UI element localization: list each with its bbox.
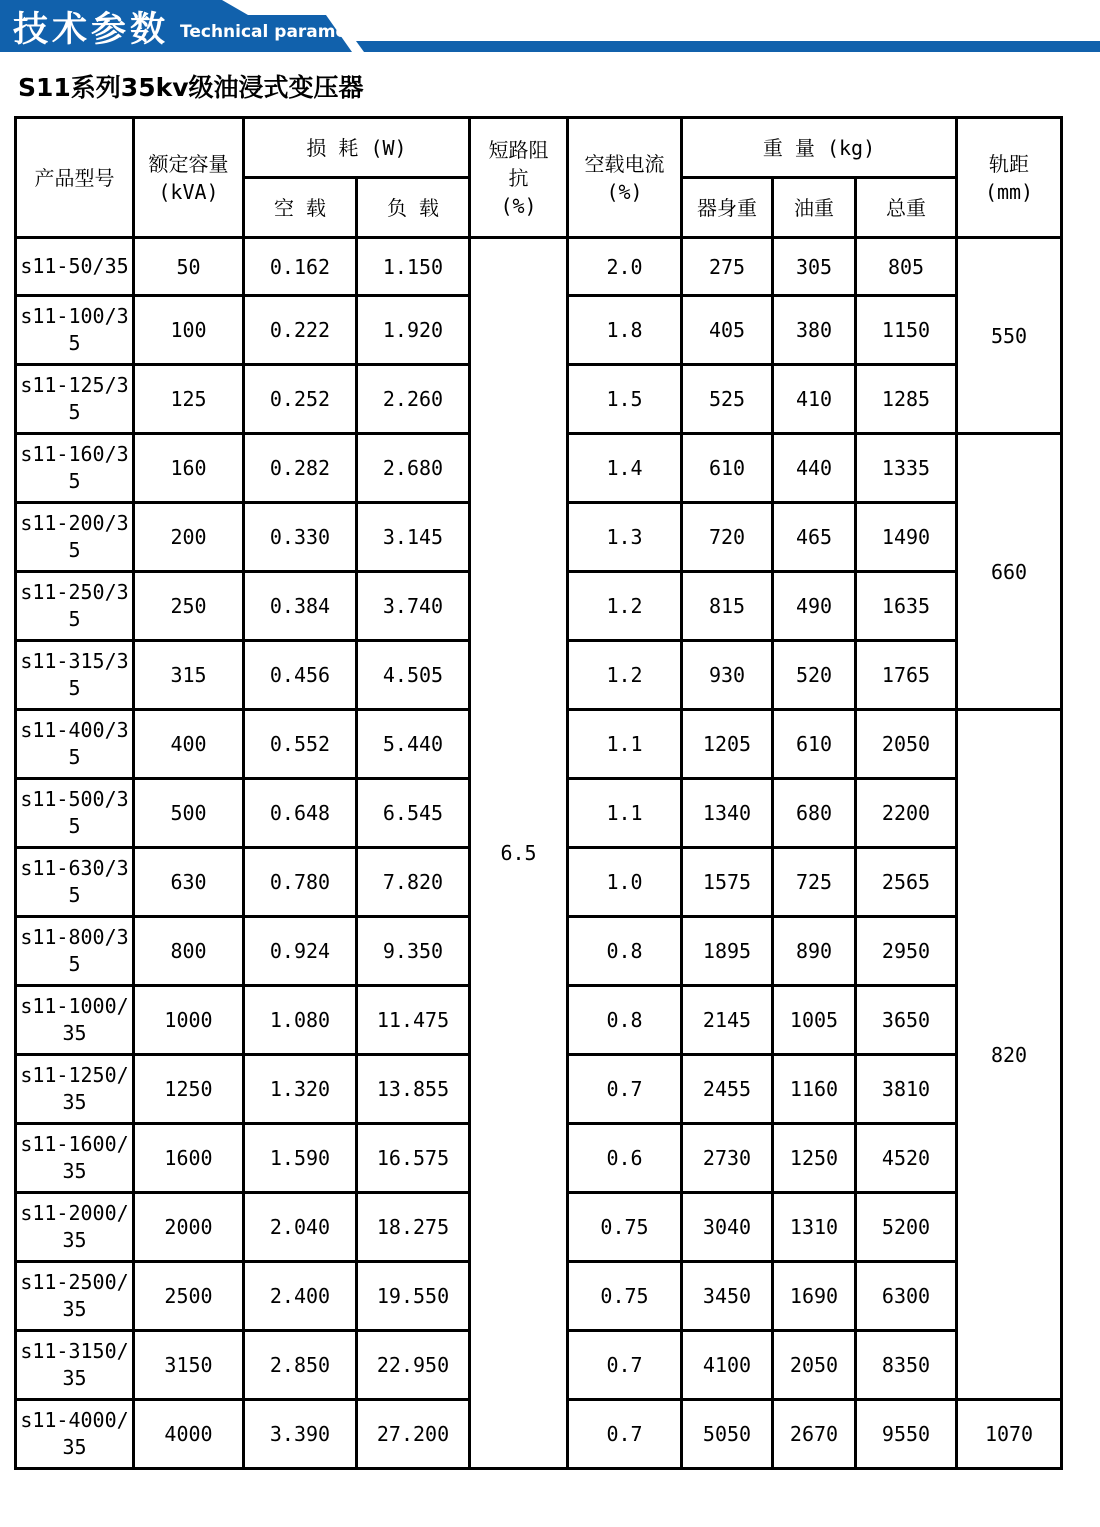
cell-total-weight: 5200: [856, 1193, 957, 1262]
cell-on-load-loss: 16.575: [357, 1124, 470, 1193]
cell-no-load-loss: 0.648: [244, 779, 357, 848]
cell-body-weight: 3450: [682, 1262, 773, 1331]
banner-title-cn: 技术参数: [13, 10, 170, 50]
cell-total-weight: 805: [856, 238, 957, 296]
cell-model: s11-3150/35: [16, 1331, 134, 1400]
cell-capacity: 1600: [134, 1124, 244, 1193]
cell-oil-weight: 610: [773, 710, 856, 779]
cell-current: 0.7: [568, 1055, 682, 1124]
cell-current: 0.75: [568, 1193, 682, 1262]
cell-model: s11-4000/35: [16, 1400, 134, 1469]
cell-current: 1.2: [568, 572, 682, 641]
cell-body-weight: 1895: [682, 917, 773, 986]
cell-current: 1.2: [568, 641, 682, 710]
header-product-model: 产品型号: [16, 118, 134, 238]
cell-capacity: 400: [134, 710, 244, 779]
header-gauge: [957, 118, 1062, 238]
cell-oil-weight: 490: [773, 572, 856, 641]
cell-no-load-loss: 0.456: [244, 641, 357, 710]
header-impedance-line3: (%): [500, 193, 537, 218]
cell-no-load-loss: 0.780: [244, 848, 357, 917]
cell-total-weight: 1150: [856, 296, 957, 365]
cell-total-weight: 1285: [856, 365, 957, 434]
cell-capacity: 1250: [134, 1055, 244, 1124]
cell-total-weight: 3810: [856, 1055, 957, 1124]
cell-on-load-loss: 2.680: [357, 434, 470, 503]
cell-capacity: 2000: [134, 1193, 244, 1262]
cell-on-load-loss: 27.200: [357, 1400, 470, 1469]
cell-model: s11-800/35: [16, 917, 134, 986]
cell-body-weight: 2145: [682, 986, 773, 1055]
cell-total-weight: 4520: [856, 1124, 957, 1193]
table-row: [16, 238, 1062, 296]
cell-model: s11-250/35: [16, 572, 134, 641]
cell-current: 2.0: [568, 238, 682, 296]
cell-on-load-loss: 22.950: [357, 1331, 470, 1400]
banner-title-en: Technical parameter: [180, 22, 376, 42]
cell-on-load-loss: 1.920: [357, 296, 470, 365]
cell-capacity: 200: [134, 503, 244, 572]
header-weight-oil: 油重: [773, 178, 856, 238]
cell-capacity: 50: [134, 238, 244, 296]
cell-no-load-loss: 0.330: [244, 503, 357, 572]
cell-capacity: 315: [134, 641, 244, 710]
cell-no-load-loss: 0.162: [244, 238, 357, 296]
cell-no-load-loss: 2.040: [244, 1193, 357, 1262]
cell-total-weight: 6300: [856, 1262, 957, 1331]
cell-model: s11-1250/35: [16, 1055, 134, 1124]
cell-oil-weight: 1310: [773, 1193, 856, 1262]
cell-on-load-loss: 6.545: [357, 779, 470, 848]
cell-on-load-loss: 18.275: [357, 1193, 470, 1262]
cell-body-weight: 405: [682, 296, 773, 365]
table-body: [16, 238, 1062, 1469]
cell-model: s11-1600/35: [16, 1124, 134, 1193]
cell-model: s11-1000/35: [16, 986, 134, 1055]
cell-total-weight: 2950: [856, 917, 957, 986]
banner-ribbon-strip: [356, 41, 1100, 52]
header-weight-total: 总重: [856, 178, 957, 238]
header-no-load-current: [568, 118, 682, 238]
cell-total-weight: 2565: [856, 848, 957, 917]
cell-on-load-loss: 1.150: [357, 238, 470, 296]
cell-gauge: 1070: [957, 1400, 1062, 1469]
header-gauge-line2: (mm): [984, 179, 1034, 204]
cell-no-load-loss: 0.282: [244, 434, 357, 503]
cell-on-load-loss: 3.740: [357, 572, 470, 641]
cell-on-load-loss: 19.550: [357, 1262, 470, 1331]
cell-body-weight: 3040: [682, 1193, 773, 1262]
cell-no-load-loss: 1.320: [244, 1055, 357, 1124]
cell-total-weight: 3650: [856, 986, 957, 1055]
cell-no-load-loss: 0.252: [244, 365, 357, 434]
header-impedance-line2: 抗: [508, 165, 529, 190]
cell-no-load-loss: 0.924: [244, 917, 357, 986]
cell-model: s11-500/35: [16, 779, 134, 848]
cell-total-weight: 8350: [856, 1331, 957, 1400]
cell-capacity: 250: [134, 572, 244, 641]
header-impedance: [470, 118, 568, 238]
cell-on-load-loss: 9.350: [357, 917, 470, 986]
cell-on-load-loss: 11.475: [357, 986, 470, 1055]
cell-oil-weight: 305: [773, 238, 856, 296]
cell-current: 1.3: [568, 503, 682, 572]
cell-gauge: 820: [957, 710, 1062, 1400]
cell-capacity: 630: [134, 848, 244, 917]
cell-model: s11-2500/35: [16, 1262, 134, 1331]
cell-total-weight: 2200: [856, 779, 957, 848]
cell-gauge: 550: [957, 238, 1062, 434]
cell-model: s11-400/35: [16, 710, 134, 779]
cell-oil-weight: 680: [773, 779, 856, 848]
cell-gauge: 660: [957, 434, 1062, 710]
cell-on-load-loss: 2.260: [357, 365, 470, 434]
cell-oil-weight: 2670: [773, 1400, 856, 1469]
cell-no-load-loss: 0.222: [244, 296, 357, 365]
cell-model: s11-200/35: [16, 503, 134, 572]
cell-current: 0.8: [568, 917, 682, 986]
header-loss-on-load: 负 载: [357, 178, 470, 238]
cell-body-weight: 1575: [682, 848, 773, 917]
cell-capacity: 3150: [134, 1331, 244, 1400]
header-weight: 重 量 (kg): [682, 118, 957, 178]
cell-body-weight: 2730: [682, 1124, 773, 1193]
cell-oil-weight: 380: [773, 296, 856, 365]
cell-on-load-loss: 13.855: [357, 1055, 470, 1124]
cell-model: s11-100/35: [16, 296, 134, 365]
cell-total-weight: 1765: [856, 641, 957, 710]
cell-total-weight: 2050: [856, 710, 957, 779]
cell-oil-weight: 1005: [773, 986, 856, 1055]
table-header: [16, 118, 1062, 238]
cell-body-weight: 610: [682, 434, 773, 503]
header-no-load-current-line1: 空载电流: [584, 151, 665, 176]
cell-body-weight: 525: [682, 365, 773, 434]
cell-body-weight: 720: [682, 503, 773, 572]
cell-current: 0.7: [568, 1331, 682, 1400]
spec-table: [14, 116, 1063, 1470]
cell-current: 0.6: [568, 1124, 682, 1193]
header-rated-capacity-line1: 额定容量: [148, 151, 229, 176]
section-title: S11系列35kv级油浸式变压器: [18, 73, 364, 102]
cell-oil-weight: 440: [773, 434, 856, 503]
cell-model: s11-2000/35: [16, 1193, 134, 1262]
cell-current: 1.4: [568, 434, 682, 503]
cell-current: 1.1: [568, 710, 682, 779]
cell-impedance: 6.5: [470, 238, 568, 1469]
header-no-load-current-line2: (%): [606, 179, 643, 204]
cell-capacity: 125: [134, 365, 244, 434]
cell-oil-weight: 2050: [773, 1331, 856, 1400]
cell-no-load-loss: 1.590: [244, 1124, 357, 1193]
cell-no-load-loss: 1.080: [244, 986, 357, 1055]
cell-capacity: 4000: [134, 1400, 244, 1469]
cell-current: 0.75: [568, 1262, 682, 1331]
cell-body-weight: 1205: [682, 710, 773, 779]
cell-capacity: 800: [134, 917, 244, 986]
cell-total-weight: 1335: [856, 434, 957, 503]
cell-oil-weight: 410: [773, 365, 856, 434]
cell-capacity: 500: [134, 779, 244, 848]
cell-current: 1.5: [568, 365, 682, 434]
cell-on-load-loss: 5.440: [357, 710, 470, 779]
header-rated-capacity-line2: (kVA): [158, 179, 219, 204]
cell-body-weight: 4100: [682, 1331, 773, 1400]
cell-total-weight: 9550: [856, 1400, 957, 1469]
cell-capacity: 160: [134, 434, 244, 503]
header-banner: [0, 0, 1100, 52]
cell-body-weight: 930: [682, 641, 773, 710]
cell-body-weight: 1340: [682, 779, 773, 848]
cell-oil-weight: 1250: [773, 1124, 856, 1193]
header-row-1: [16, 118, 1062, 178]
cell-on-load-loss: 3.145: [357, 503, 470, 572]
cell-model: s11-125/35: [16, 365, 134, 434]
cell-body-weight: 815: [682, 572, 773, 641]
cell-body-weight: 2455: [682, 1055, 773, 1124]
cell-oil-weight: 890: [773, 917, 856, 986]
cell-no-load-loss: 3.390: [244, 1400, 357, 1469]
header-loss-no-load: 空 载: [244, 178, 357, 238]
cell-no-load-loss: 0.552: [244, 710, 357, 779]
header-gauge-line1: 轨距: [989, 151, 1030, 176]
cell-oil-weight: 465: [773, 503, 856, 572]
cell-model: s11-315/35: [16, 641, 134, 710]
cell-capacity: 2500: [134, 1262, 244, 1331]
cell-model: s11-50/35: [16, 238, 134, 296]
cell-current: 0.7: [568, 1400, 682, 1469]
cell-current: 1.1: [568, 779, 682, 848]
header-rated-capacity: [134, 118, 244, 238]
cell-body-weight: 275: [682, 238, 773, 296]
cell-oil-weight: 1690: [773, 1262, 856, 1331]
cell-total-weight: 1635: [856, 572, 957, 641]
header-impedance-line1: 短路阻: [488, 137, 549, 162]
cell-model: s11-630/35: [16, 848, 134, 917]
cell-oil-weight: 520: [773, 641, 856, 710]
cell-capacity: 1000: [134, 986, 244, 1055]
cell-on-load-loss: 4.505: [357, 641, 470, 710]
cell-total-weight: 1490: [856, 503, 957, 572]
cell-on-load-loss: 7.820: [357, 848, 470, 917]
cell-capacity: 100: [134, 296, 244, 365]
cell-model: s11-160/35: [16, 434, 134, 503]
cell-no-load-loss: 0.384: [244, 572, 357, 641]
cell-current: 1.8: [568, 296, 682, 365]
cell-current: 1.0: [568, 848, 682, 917]
cell-oil-weight: 1160: [773, 1055, 856, 1124]
header-loss: 损 耗 (W): [244, 118, 470, 178]
cell-oil-weight: 725: [773, 848, 856, 917]
cell-no-load-loss: 2.850: [244, 1331, 357, 1400]
cell-no-load-loss: 2.400: [244, 1262, 357, 1331]
cell-current: 0.8: [568, 986, 682, 1055]
cell-body-weight: 5050: [682, 1400, 773, 1469]
header-weight-body: 器身重: [682, 178, 773, 238]
